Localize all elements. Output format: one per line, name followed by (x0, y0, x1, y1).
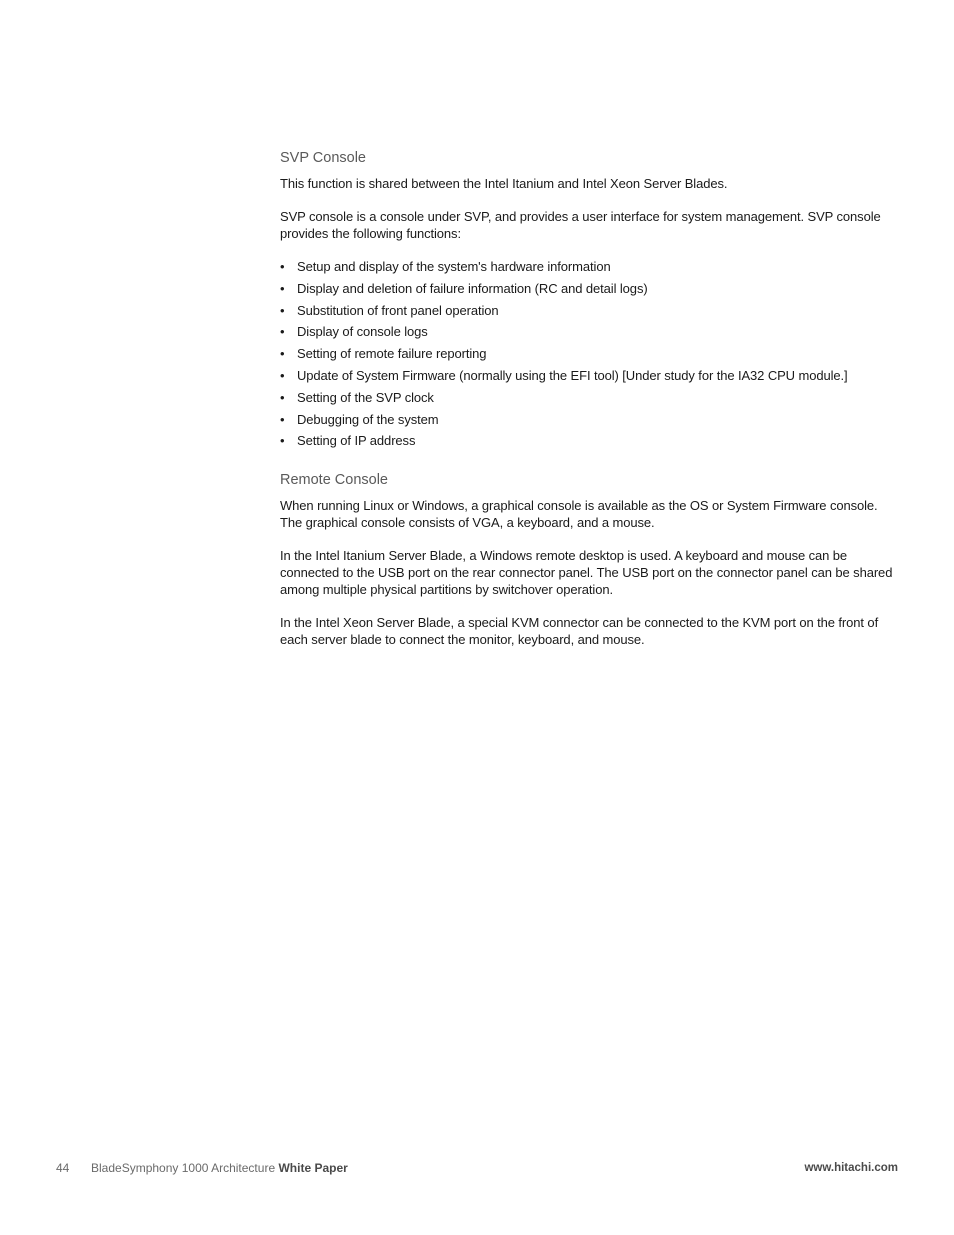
bullet-icon: • (280, 346, 285, 362)
list-item-text: Debugging of the system (297, 411, 439, 427)
section-heading-svp-console: SVP Console (280, 150, 366, 166)
bullet-icon: • (280, 433, 285, 449)
paragraph: In the Intel Itanium Server Blade, a Windows remote desktop is used. A keyboard and mouse can be connected to the USB port on the rear connector panel. The USB port on the connector panel can be shared among multiple physical partitions by switchover operation. (280, 548, 893, 598)
document-title: BladeSymphony 1000 Architecture (91, 1161, 276, 1175)
list-item-text: Update of System Firmware (normally using the EFI tool) [Under study for the IA32 CPU module.] (297, 367, 848, 383)
paragraph: SVP console is a console under SVP, and provides a user interface for system management. SVP console provides the following functions: (280, 209, 881, 241)
document-type: White Paper (278, 1161, 348, 1175)
list-item (280, 389, 900, 406)
bullet-icon: • (280, 367, 285, 383)
page-footer (56, 1160, 898, 1176)
page-number: 44 (56, 1161, 70, 1175)
svp-functions-list (280, 258, 900, 449)
list-item (280, 411, 900, 428)
list-item-text: Display and deletion of failure information (RC and detail logs) (297, 280, 648, 296)
bullet-icon: • (280, 411, 285, 427)
bullet-icon: • (280, 324, 285, 340)
list-item-text: Setting of IP address (297, 433, 416, 449)
list-item-text: Substitution of front panel operation (297, 302, 499, 318)
list-item (280, 367, 900, 384)
list-item (280, 323, 900, 340)
main-content (280, 149, 900, 664)
list-item (280, 258, 900, 275)
website-link[interactable]: www.hitachi.com (804, 1162, 898, 1174)
paragraph: This function is shared between the Intel Itanium and Intel Xeon Server Blades. (280, 176, 728, 191)
list-item-text: Setting of the SVP clock (297, 389, 434, 405)
list-item-text: Setting of remote failure reporting (297, 346, 487, 362)
list-item (280, 432, 900, 449)
list-item-text: Setup and display of the system's hardware information (297, 259, 611, 274)
paragraph: In the Intel Xeon Server Blade, a special KVM connector can be connected to the KVM port on the front of each server blade to connect the monitor, keyboard, and mouse. (280, 615, 879, 648)
bullet-icon: • (280, 280, 285, 296)
list-item-text: Display of console logs (297, 324, 428, 340)
list-item (280, 302, 900, 319)
bullet-icon: • (280, 302, 285, 318)
paragraph: When running Linux or Windows, a graphical console is available as the OS or System Firmware console. The graphical console consists of VGA, a keyboard, and a mouse. (280, 498, 878, 531)
bullet-icon: • (280, 259, 285, 274)
bullet-icon: • (280, 389, 285, 405)
list-item (280, 345, 900, 362)
section-heading-remote-console: Remote Console (280, 472, 388, 489)
list-item (280, 280, 900, 297)
